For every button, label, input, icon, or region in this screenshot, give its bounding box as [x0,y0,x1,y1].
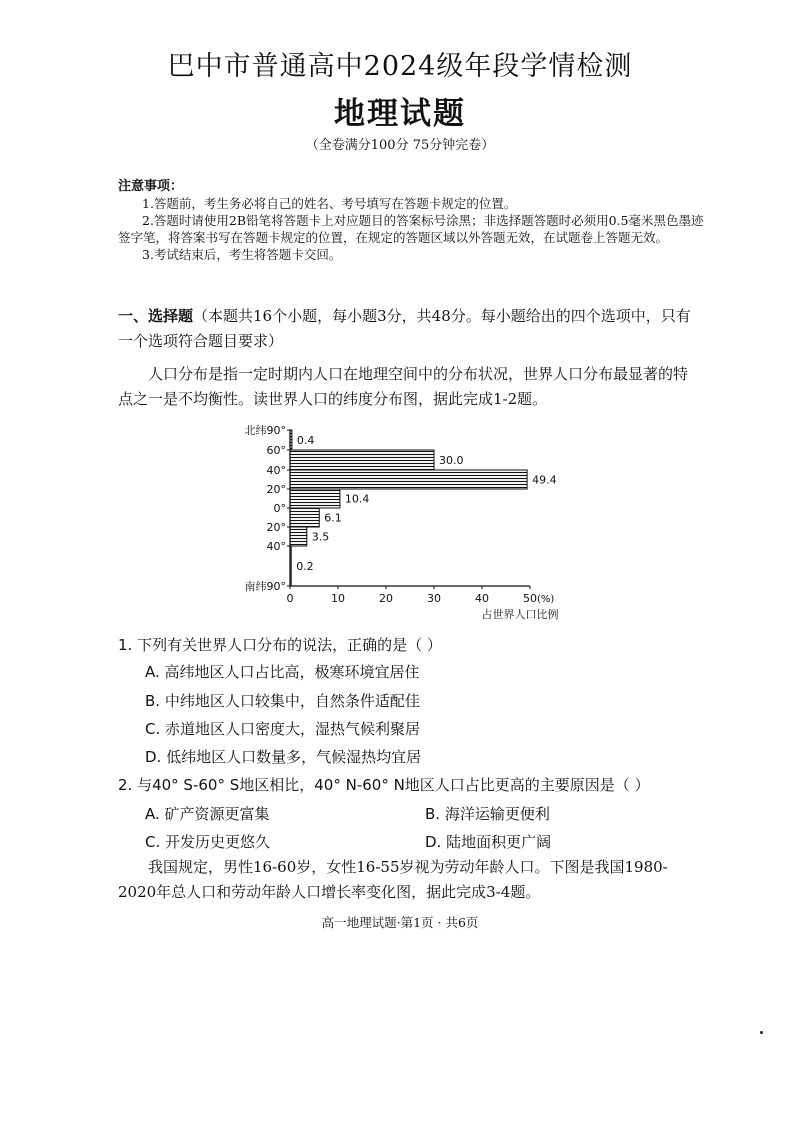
chart-y-tick-label: 20° [266,521,286,534]
chart-bar [290,450,434,470]
question-1-option-c: C. 赤道地区人口密度大，湿热气候利聚居 [145,720,421,738]
chart-x-axis-title: 占世界人口比例 [481,608,559,620]
chart-bar [290,470,527,489]
chart-y-tick-label: 20° [266,483,286,496]
chart-data-label: 10.4 [344,492,370,506]
question-1-option-d: D. 低纬地区人口数量多，气候湿热均宜居 [145,748,422,766]
chart-x-tick-label: 50 [523,592,537,605]
page-footer: 高一地理试题·第1页 · 共6页 [321,915,479,930]
chart-y-tick-label: 南纬90° [244,580,286,593]
instructions-heading: 注意事项： [118,179,184,194]
instruction-item: 1.答题前，考生务必将自己的姓名、考号填写在答题卡规定的位置。 [142,196,517,211]
question-2-option-d: D. 陆地面积更广阔 [425,833,552,851]
section-title: 一、选择题 [118,307,194,325]
chart-data-label: 0.2 [296,560,314,573]
chart-y-tick-label: 0° [273,502,286,515]
population-latitude-chart [236,420,576,620]
chart-x-unit: (%) [537,594,555,605]
chart-data-label: 0.4 [296,434,315,447]
passage-population: 人口分布是指一定时期内人口在地理空间中的分布状况，世界人口分布最显著的特点之一是不均衡性。读世界人口的纬度分布图，据此完成1-2题。 [118,365,689,408]
chart-bar [290,527,307,546]
chart-x-tick-label: 0 [286,592,294,605]
exam-meta: （全卷满分100分 75分钟完卷） [305,138,495,153]
chart-bar [290,489,340,508]
question-2-stem: 2. 与40° S-60° S地区相比，40° N-60° N地区人口占比更高的主要原因是（ ） [118,776,650,794]
chart-y-tick-label: 北纬90° [244,424,286,437]
question-1-stem: 1. 下列有关世界人口分布的说法，正确的是（ ） [118,636,442,654]
question-2-option-c: C. 开发历史更悠久 [145,833,271,851]
instructions [118,178,708,263]
question-1-option-b: B. 中纬地区人口较集中，自然条件适配佳 [145,692,420,710]
passage-labor-population: 我国规定，男性16-60岁，女性16-55岁视为劳动年龄人口。下图是我国1980-2020年总人口和劳动年龄人口增长率变化图，据此完成3-4题。 [118,858,668,901]
section-description: （本题共16个小题，每小题3分，共48分。每小题给出的四个选项中，只有一个选项符合题目要求） [118,307,691,350]
question-2-option-b: B. 海洋运输更便利 [425,805,550,823]
chart-x-tick-label: 20 [379,592,393,605]
chart-x-tick-label: 30 [427,592,441,605]
chart-y-tick-label: 40° [266,464,286,477]
chart-y-tick-label: 40° [266,540,286,553]
chart-data-label: 30.0 [439,454,464,467]
subject-title: 地理试题 [334,96,466,132]
chart-x-tick-label: 40 [475,592,489,605]
chart-x-tick-label: 10 [331,592,345,605]
section-heading [118,304,698,354]
instruction-item: 2.答题时请使用2B铅笔将答题卡上对应题目的答案标号涂黑；非选择题答题时必须用0.5毫米黑色墨迹签字笔，将答案书写在答题卡规定的位置，在规定的答题区域以外答题无效，在试题卷上答题无效。 [118,213,704,245]
instruction-item: 3.考试结束后，考生将答题卡交回。 [142,247,342,262]
chart-bar [290,508,319,527]
scan-speck [760,1031,763,1034]
question-2-option-a: A. 矿产资源更富集 [145,805,270,823]
question-1-option-a: A. 高纬地区人口占比高，极寒环境宜居住 [145,663,420,681]
chart-data-label: 3.5 [311,530,330,544]
chart-y-tick-label: 60° [266,444,286,457]
school-exam-title: 巴中市普通高中2024级年段学情检测 [167,51,633,82]
chart-data-label: 6.1 [324,511,342,525]
chart-data-label: 49.4 [532,473,557,487]
